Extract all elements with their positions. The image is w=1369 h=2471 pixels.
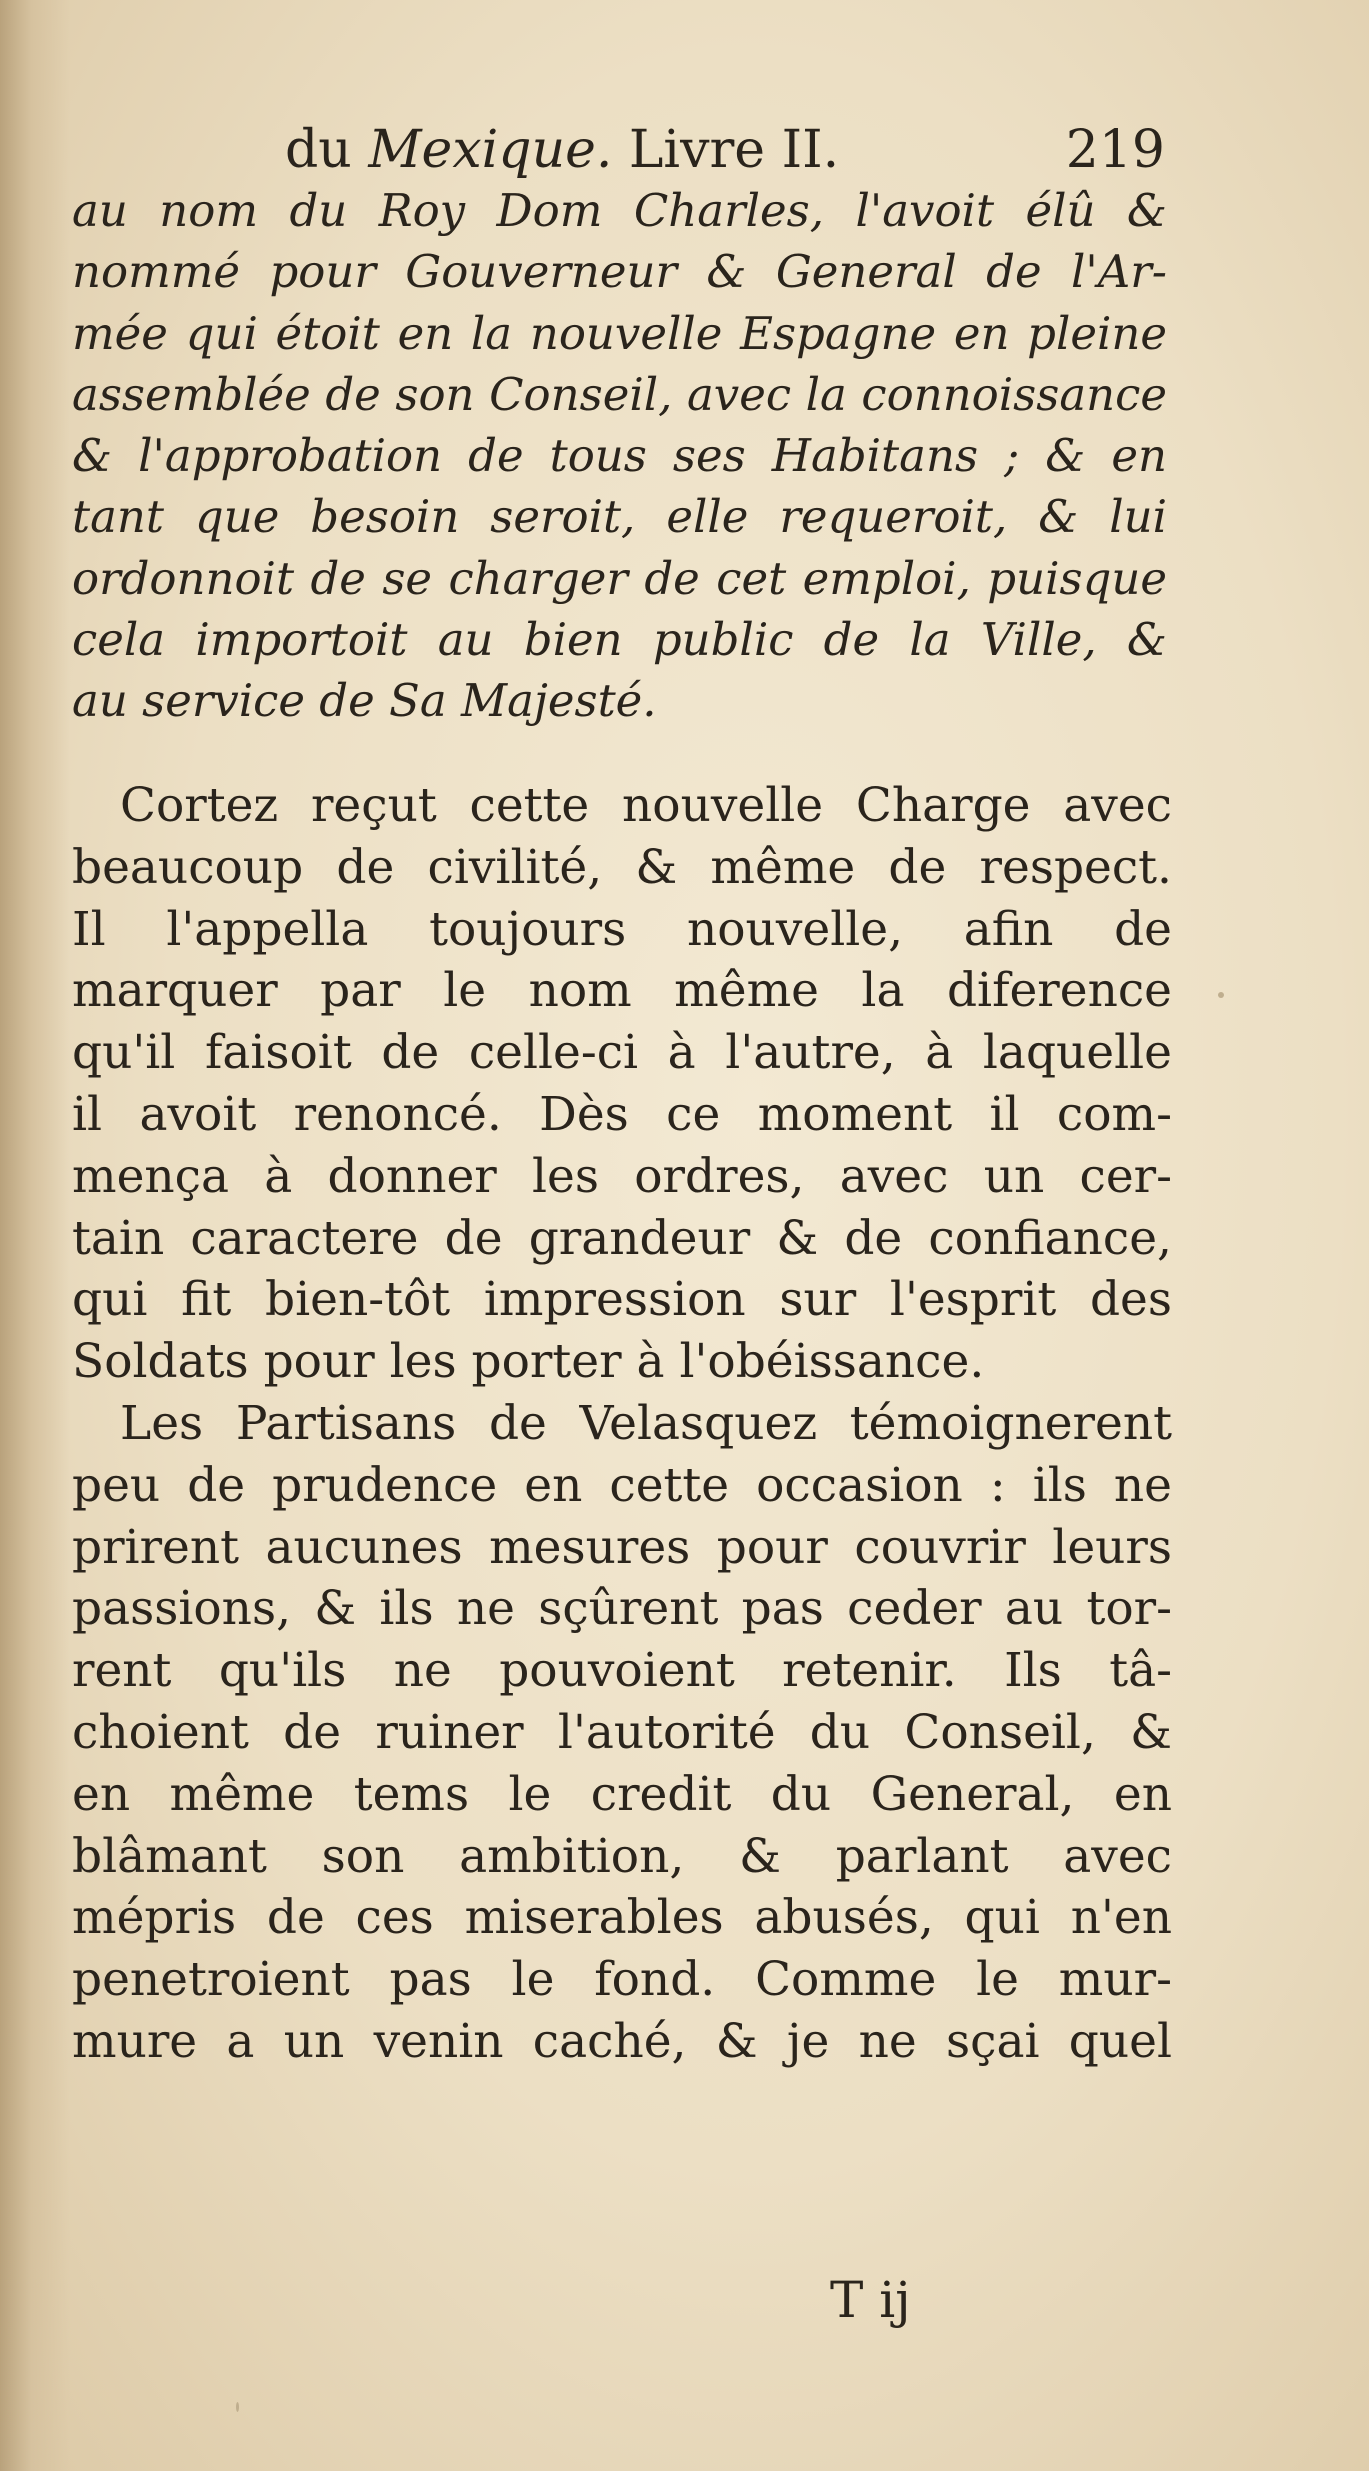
text-line: prirent aucunes mesures pour couvrir leurs <box>72 1519 1172 1575</box>
running-head-prefix: du <box>285 120 369 180</box>
text-line: penetroient pas le fond. Comme le mur- <box>72 1952 1172 2008</box>
text-line: assemblée de son Conseil, avec la connoissance <box>72 367 1167 421</box>
text-line: qu'il faisoit de celle-ci à l'autre, à laquelle <box>72 1025 1172 1081</box>
running-head-title: Mexique. <box>368 120 613 180</box>
text-line: qui fit bien-tôt impression sur l'esprit des <box>72 1272 1172 1328</box>
text-line: tant que besoin seroit, elle requeroit, & lui <box>72 490 1167 544</box>
text-line: peu de prudence en cette occasion : ils ne <box>72 1457 1172 1513</box>
body-text <box>72 775 1172 2073</box>
binding-gutter <box>0 0 70 2471</box>
text-line: Les Partisans de Velasquez témoignerent <box>120 1395 1172 1451</box>
text-line: rent qu'ils ne pouvoient retenir. Ils tâ- <box>72 1643 1172 1699</box>
text-line: mure a un venin caché, & je ne sçai quel <box>72 2013 1172 2069</box>
italic-passage <box>72 180 1167 732</box>
text-line: beaucoup de civilité, & même de respect. <box>72 839 1172 895</box>
running-head <box>285 115 839 185</box>
text-line: choient de ruiner l'autorité du Conseil, & <box>72 1704 1172 1760</box>
text-line: tain caractere de grandeur & de confiance, <box>72 1210 1172 1266</box>
text-line: Cortez reçut cette nouvelle Charge avec <box>120 778 1172 833</box>
page-number: 219 <box>1065 120 1165 180</box>
text-line: nommé pour Gouverneur & General de l'Ar- <box>72 245 1167 299</box>
text-line: Il l'appella toujours nouvelle, afin de <box>72 901 1172 957</box>
paper-speck <box>1218 992 1224 998</box>
text-line: Soldats pour les porter à l'obéissance. <box>72 1334 985 1390</box>
text-line: au nom du Roy Dom Charles, l'avoit élû & <box>72 184 1167 237</box>
text-line: mença à donner les ordres, avec un cer- <box>72 1148 1172 1204</box>
text-line: passions, & ils ne sçûrent pas ceder au tor- <box>72 1581 1172 1637</box>
paper-speck <box>236 2402 239 2412</box>
text-line: mépris de ces miserables abusés, qui n'en <box>72 1890 1172 1946</box>
signature-mark: T ij <box>830 2271 911 2329</box>
text-line: mée qui étoit en la nouvelle Espagne en pleine <box>72 306 1167 360</box>
text-line: au service de Sa Majesté. <box>72 674 657 728</box>
running-head-book: Livre II. <box>612 120 840 180</box>
text-line: il avoit renoncé. Dès ce moment il com- <box>72 1086 1172 1142</box>
page-header <box>285 115 1185 185</box>
text-line: ordonnoit de se charger de cet emploi, puisque <box>72 551 1167 605</box>
text-line: marquer par le nom même la diference <box>72 963 1172 1019</box>
text-line: & l'approbation de tous ses Habitans ; & en <box>72 429 1167 483</box>
text-line: blâmant son ambition, & parlant avec <box>72 1828 1172 1884</box>
text-line: cela importoit au bien public de la Ville, & <box>72 613 1167 667</box>
text-line: en même tems le credit du General, en <box>72 1766 1172 1822</box>
